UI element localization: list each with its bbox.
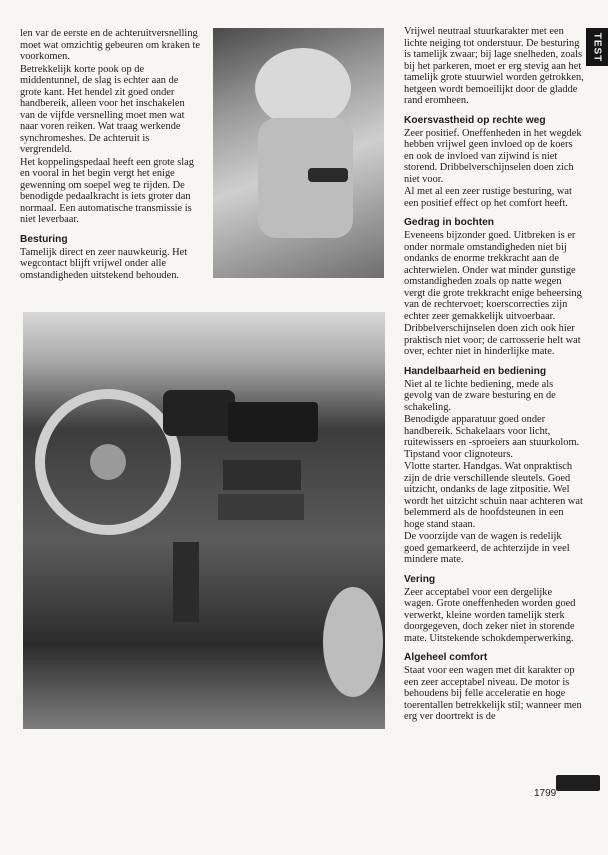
seat-photo-illustration <box>213 28 384 278</box>
left-text-column <box>20 28 202 282</box>
paragraph: len var de eerste en de achteruitversnelling moet wat omzichtig gebeuren om kraken te voorkomen. <box>20 28 201 62</box>
seat-photo <box>213 28 384 278</box>
paragraph: Vlotte starter. Handgas. Wat onpraktisch zijn de drie verschillende sleutels. Goed uitzicht, ondanks de lage zitpositie. Wel wordt het uitzicht schuin naar achteren wat belemmerd als de hoofdsteunen in een hoge stand staan. <box>404 461 583 530</box>
section-heading-koersvastheid: Koersvastheid op rechte weg <box>404 114 546 126</box>
publisher-logo-icon <box>556 775 600 791</box>
test-section-tab <box>586 28 608 66</box>
paragraph: De voorzijde van de wagen is redelijk goed gemarkeerd, de achterzijde in veel mindere mate. <box>404 531 570 565</box>
paragraph: Benodigde apparatuur goed onder handbereik. Schakelaars voor licht, ruitewissers en -sproeiers aan stuurkolom. Tipstand voor clignoteurs. <box>404 414 580 460</box>
paragraph: Tamelijk direct en zeer nauwkeurig. Het wegcontact blijft vrijwel onder alle omstandigheden uitstekend behouden. <box>20 246 188 281</box>
section-heading-bochten: Gedrag in bochten <box>404 217 494 228</box>
section-heading-comfort: Algeheel comfort <box>404 652 488 663</box>
paragraph: Dribbelverschijnselen doen zich ook hier praktisch niet voor; de carrosserie helt wat over, echter niet in hinderlijke mate. <box>404 323 581 357</box>
right-text-column <box>404 26 584 724</box>
page-number: 1799 <box>534 788 557 799</box>
paragraph: Vrijwel neutraal stuurkarakter met een lichte neiging tot onderstuur. De besturing is tamelijk zwaar; bij lage snelheden, zoals bij het parkeren, moet er erg stevig aan het tamelijk grote stuurwiel worden getrokken, hetgeen wordt bemoeilijkt door de gladde rand eromheen. <box>404 26 584 106</box>
section-heading-besturing: Besturing <box>20 233 68 245</box>
paragraph: Het koppelingspedaal heeft een grote slag en vooral in het begin vergt het enige gewenning om soepel weg te rijden. De benodigde pedaalkracht is iets groter dan normaal. Een automatische transmissie is niet leverbaar. <box>20 156 194 225</box>
paragraph: Zeer positief. Oneffenheden in het wegdek hebben vrijwel geen invloed op de koers en ook de invloed van zijwind is niet storend. Dribbelverschijnselen doen zich niet voor. <box>404 127 582 185</box>
paragraph: Zeer acceptabel voor een dergelijke wagen. Grote oneffenheden worden goed verwerkt, kleine worden tamelijk sterk doorgegeven, doch zeker niet in storende mate. Uitstekende schokdemperwerking. <box>404 586 576 644</box>
paragraph: Staat voor een wagen met dit karakter op een zeer acceptabel niveau. De motor is behoudens bij felle acceleratie en hoge toerentallen betrekkelijk stil; wanneer men erg ver doortrekt is de <box>404 665 582 722</box>
dashboard-photo <box>23 312 385 729</box>
paragraph: Betrekkelijk korte pook op de middentunnel, de slag is echter aan de grote kant. Het hendel zit goed onder handbereik, alleen voor het inschakelen van de vijfde versnelling moet men wat naar voren reiken. Wat traag werkende synchromeshes. De achteruit is vergrendeld. <box>20 63 185 155</box>
paragraph: Eveneens bijzonder goed. Uitbreken is er onder normale omstandigheden niet bij ondanks de enorme trekkracht aan de achterwielen. Onder wat minder gunstige omstandigheden zoals op natte wegen vergt die grote trekkracht enige beheersing van de rechtervoet; koerscorrecties zijn echter zeer gemakkelijk uitvoerbaar. <box>404 230 582 322</box>
dashboard-photo-illustration <box>23 312 385 729</box>
test-tab-label: TEST <box>591 32 603 62</box>
section-heading-vering: Vering <box>404 573 436 585</box>
paragraph: Al met al een zeer rustige besturing, wat een positief effect op het comfort heeft. <box>404 186 572 209</box>
paragraph: Niet al te lichte bediening, mede als gevolg van de zware besturing en de schakeling. <box>404 378 556 413</box>
section-heading-handelbaarheid: Handelbaarheid en bediening <box>404 365 547 377</box>
